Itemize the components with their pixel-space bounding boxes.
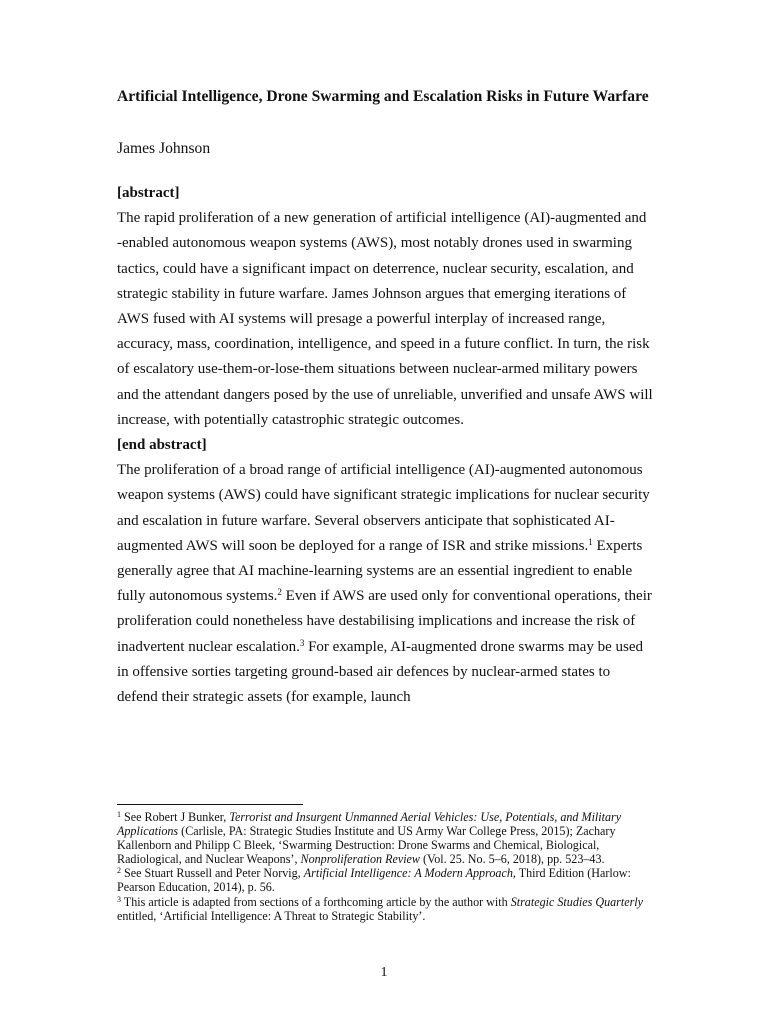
footnote-italic-text: Terrorist and Insurgent Unmanned Aerial Vehicles: Use, Potentials, and Military Applications	[117, 810, 622, 839]
footnote-number: 3	[117, 894, 121, 904]
body-paragraph	[117, 458, 653, 710]
footnote-1	[117, 810, 657, 866]
footnote-text: See Stuart Russell and Peter Norvig,	[121, 866, 304, 881]
body-text-1: The proliferation of a broad range of artificial intelligence (AI)-augmented autonomous weapon systems (AWS) could have significant strategic implications for nuclear security and escalation in future warfare. Several observers anticipate that sophisticated AI-augmented AWS will soon be deployed for a range of ISR and strike missions.	[117, 462, 650, 554]
footnote-italic-text: Artificial Intelligence: A Modern Approach	[303, 866, 513, 881]
footnote-italic-text: Strategic Studies Quarterly	[510, 894, 644, 909]
paper-title: Artificial Intelligence, Drone Swarming and Escalation Risks in Future Warfare	[117, 88, 649, 105]
page-body	[117, 82, 653, 710]
footnote-text: This article is adapted from sections of a forthcoming article by the author with	[121, 894, 511, 909]
footnote-text: See Robert J Bunker,	[121, 810, 230, 824]
abstract-text: The rapid proliferation of a new generation of artificial intelligence (AI)-augmented and -enabled autonomous weapon systems (AWS), most notably drones used in swarming tactics, could have a significant impact on deterrence, nuclear security, escalation, and strategic stability in future warfare. James Johnson argues that emerging iterations of AWS fused with AI systems will presage a powerful interplay of increased range, accuracy, mass, coordination, intelligence, and speed in a future conflict. In turn, the risk of escalatory use-them-or-lose-them situations between nuclear-armed military powers and the attendant dangers posed by the use of unreliable, unverified and unsafe AWS will increase, with potentially catastrophic strategic outcomes.	[117, 210, 653, 428]
body-text-2: Experts generally agree that AI machine-learning systems are an essential ingredient to enable fully autonomous systems.	[117, 537, 643, 605]
footnote-divider	[117, 804, 303, 805]
footnote-text: (Carlisle, PA: Strategic Studies Institute and US Army War College Press, 2015); Zachary Kallenborn and Philipp C Bleek, ‘Swarming Destruction: Drone Swarms and Chemical, Biological, Radiological, and Nuclear Weapons’,	[117, 824, 616, 867]
footnote-text: (Vol. 25. No. 5–6, 2018), pp. 523–43.	[419, 852, 605, 867]
footnote-ref-3[interactable]: 3	[299, 637, 305, 648]
author-name: James Johnson	[117, 140, 211, 157]
footnote-ref-2[interactable]: 2	[277, 587, 282, 598]
footnote-text: entitled, ‘Artificial Intelligence: A Threat to Strategic Stability’.	[117, 908, 426, 923]
body-text-4: For example, AI-augmented drone swarms may be used in offensive sorties targeting ground-based air defences by nuclear-armed states to defend their strategic assets (for example, launch	[117, 638, 643, 706]
page-number: 1	[380, 965, 388, 980]
body-text-3: Even if AWS are used only for conventional operations, their proliferation could nonetheless have destabilising implications and increase the risk of inadvertent nuclear escalation.	[117, 588, 652, 655]
footnotes-section	[117, 810, 657, 923]
footnote-number: 1	[117, 810, 121, 819]
footnote-italic-text: Nonproliferation Review	[300, 852, 420, 867]
footnote-ref-1[interactable]: 1	[588, 536, 593, 547]
footnote-number: 2	[117, 866, 121, 876]
abstract-end-marker: [end abstract]	[117, 437, 207, 454]
footnote-3	[117, 895, 657, 923]
footnote-2	[117, 866, 657, 894]
abstract-start-marker: [abstract]	[117, 185, 180, 201]
footnote-text: , Third Edition (Harlow: Pearson Education, 2014), p. 56.	[117, 866, 631, 895]
